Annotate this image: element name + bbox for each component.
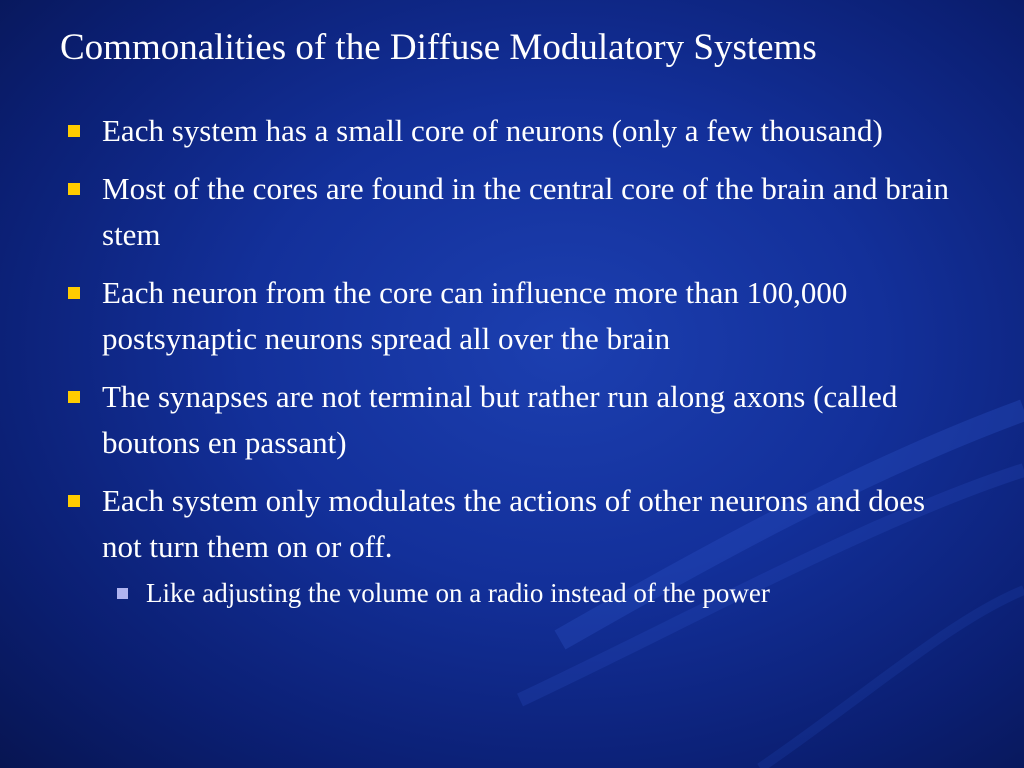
sub-bullet-text: Like adjusting the volume on a radio instead of the power (146, 578, 770, 608)
square-bullet-icon (68, 391, 80, 403)
bullet-text: Each neuron from the core can influence more than 100,000 postsynaptic neurons spread all over the brain (102, 275, 848, 356)
sub-bullet-list (102, 574, 964, 612)
sub-bullet-item (102, 574, 964, 612)
bullet-item (64, 374, 964, 466)
square-sub-bullet-icon (117, 588, 128, 599)
bullet-item (64, 478, 964, 612)
square-bullet-icon (68, 183, 80, 195)
slide-title: Commonalities of the Diffuse Modulatory Systems (60, 27, 817, 68)
square-bullet-icon (68, 495, 80, 507)
square-bullet-icon (68, 125, 80, 137)
bullet-text: Each system only modulates the actions of other neurons and does not turn them on or off. (102, 483, 926, 564)
bullet-list (64, 108, 964, 624)
bullet-text: Each system has a small core of neurons (only a few thousand) (102, 113, 883, 148)
bullet-item (64, 270, 964, 362)
square-bullet-icon (68, 287, 80, 299)
bullet-item (64, 108, 964, 154)
bullet-text: The synapses are not terminal but rather run along axons (called boutons en passant) (102, 379, 898, 460)
bullet-text: Most of the cores are found in the central core of the brain and brain stem (102, 171, 950, 252)
bullet-item (64, 166, 964, 258)
